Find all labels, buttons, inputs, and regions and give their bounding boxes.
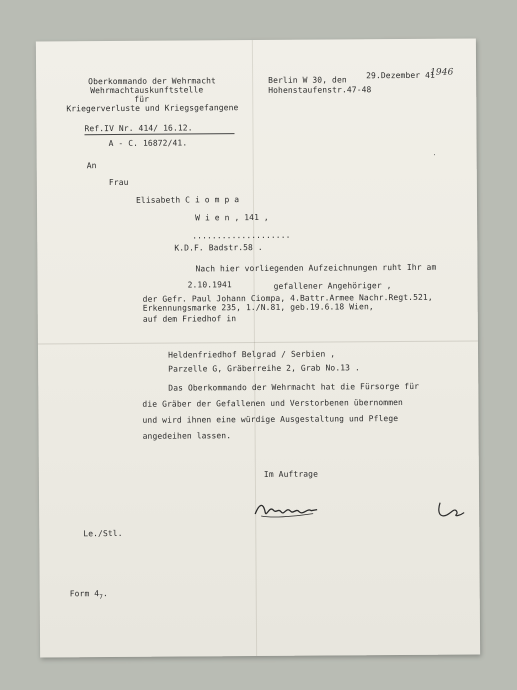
im-auftrage: Im Auftrage (263, 469, 319, 479)
letter-sheet (36, 38, 480, 657)
recipient-street: K.D.F. Badstr.58 . (174, 242, 263, 253)
sender-line-2: Wehrmachtauskunftstelle (90, 85, 204, 96)
body-death-date: 2.10.1941 (187, 280, 232, 290)
body-line-3: der Gefr. Paul Johann Ciompa, 4.Battr.Armee Nachr.Regt.521, (142, 292, 433, 304)
place-street: Hohenstaufenstr.47-48 (268, 85, 372, 95)
paragraph-2-line-1: Das Oberkommando der Wehrmacht hat die Fürsorge für (168, 381, 420, 393)
recipient-city: W i e n , 141 , (195, 212, 269, 223)
handwritten-initials (434, 499, 468, 521)
typist-initials: Le./Stl. (83, 528, 123, 539)
body-line-2: gefallener Angehöriger , (273, 281, 392, 291)
paragraph-2-line-4: angedeihen lassen. (142, 431, 232, 441)
place-city: Berlin W 30, den (268, 75, 347, 85)
file-number: A - C. 16872/41. (108, 138, 188, 149)
reference-number: Ref.IV Nr. 414/ 16.12. (84, 123, 234, 135)
paragraph-2-line-3: und wird ihnen eine würdige Ausgestaltung und Pflege (142, 414, 399, 425)
address-an: An (86, 161, 97, 171)
sender-line-3: für (134, 94, 150, 104)
place-date-correction: 1946 (430, 67, 454, 78)
form-number: Form $4_7$. (69, 589, 108, 601)
body-line-1: Nach hier vorliegenden Aufzeichnungen ruht Ihr am (195, 262, 437, 274)
body-line-4: Erkennungsmarke 235, 1./N.81, geb.19.6.18 Wien, (142, 302, 374, 313)
paragraph-2-line-2: die Gräber der Gefallenen und Verstorbenen übernommen (142, 397, 403, 409)
dot-mark: · (432, 151, 437, 159)
place-date: 29.Dezember 41 (366, 70, 435, 81)
grave-plot: Parzelle G, Gräberreihe 2, Grab No.13 . (168, 363, 360, 374)
cemetery-name: Heldenfriedhof Belgrad / Serbien , (168, 349, 336, 360)
fold-line-vertical (252, 40, 257, 656)
sender-line-4: Kriegerverluste und Kriegsgefangene (66, 103, 239, 114)
recipient-name: Elisabeth C i o m p a (135, 195, 240, 205)
sender-line-1: Oberkommando der Wehrmacht (88, 76, 216, 87)
address-dots: .................... (192, 230, 291, 241)
handwritten-signature (251, 497, 331, 522)
body-line-5: auf dem Friedhof in (142, 314, 237, 324)
fold-line-horizontal (38, 340, 478, 344)
address-frau: Frau (108, 177, 129, 188)
